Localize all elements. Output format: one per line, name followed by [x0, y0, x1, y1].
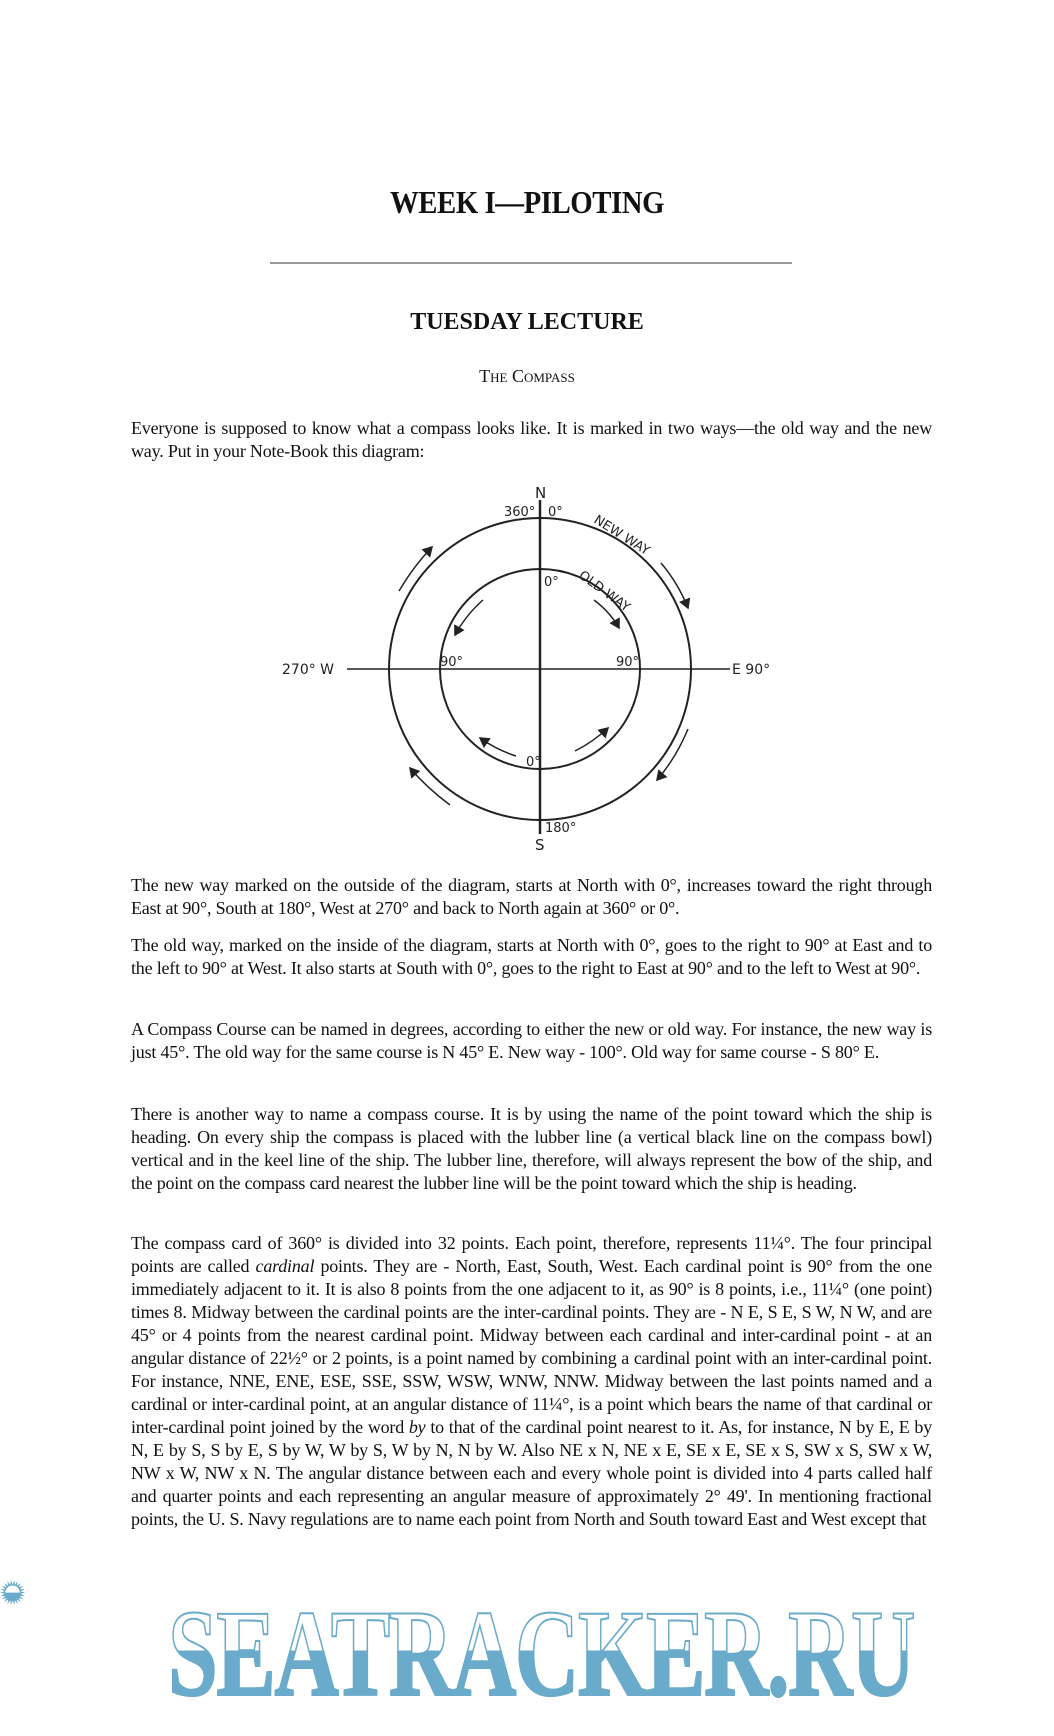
emphasis: cardinal	[255, 1256, 315, 1276]
label-new-way: NEW WAY	[590, 512, 653, 559]
paragraph: A Compass Course can be named in degrees, according to either the new or old way. For instance, the new way is just 45°. The old way for the same course is N 45° E. New way - 100°. Old way for same course - S 80° E.	[131, 1019, 932, 1062]
label-west: 270° W	[282, 662, 335, 678]
label-south: S	[535, 836, 545, 854]
arrow-icon	[657, 729, 688, 780]
watermark-sun-icon	[0, 1580, 170, 1736]
text: The compass card of 360° is divided into 32 points. Each point, therefore, represents 11¼°. The four principal points are called	[131, 1233, 932, 1276]
intro-paragraph: Everyone is supposed to know what a compass looks like. It is marked in two ways—the old way and the new way. Put in your Note-Book this diagram:	[131, 418, 932, 461]
lecture-heading: TUESDAY LECTURE	[410, 309, 644, 335]
label-0-inner-top: 0°	[544, 575, 559, 590]
label-90-inner-left: 90°	[440, 655, 464, 670]
paragraph: There is another way to name a compass course. It is by using the name of the point toward which the ship is heading. On every ship the compass is placed with the lubber line (a vertical black line on the compass bowl) vertical and in the keel line of the ship. The lubber line, therefore, will always represent the bow of the ship, and the point on the compass card nearest the lubber line will be the point toward which the ship is heading.	[131, 1104, 932, 1193]
paragraph: The new way marked on the outside of the diagram, starts at North with 0°, increases toward the right through East at 90°, South at 180°, West at 270° and back to North again at 360° or 0°.	[131, 875, 932, 918]
arrow-icon	[455, 600, 483, 635]
paragraph-compass-points	[131, 1232, 932, 1531]
emphasis: by	[408, 1417, 426, 1437]
paragraph: The old way, marked on the inside of the diagram, starts at North with 0°, goes to the right to 90° at East and to the left to 90° at West. It also starts at South with 0°, goes to the right to East at 90° and to the left to West at 90°.	[131, 935, 932, 978]
compass-diagram	[260, 470, 800, 860]
watermark-logo: SEATRACKER.RU	[168, 1585, 915, 1722]
text: points. They are - North, East, South, West. Each cardinal point is 90° from the one immediately adjacent to it. It is also 8 points from the one adjacent to it, as 90° is 8 points, i.e., 11¼° (one point) times 8. Midway between the cardinal points are the inter-cardinal points. They are - N E, S E, S W, N W, and are 45° or 4 points from the nearest cardinal point. Midway between each cardinal and inter-cardinal point - at an angular distance of 22½° or 2 points, is a point named by combining a cardinal point with an inter-cardinal point. For instance, NNE, ENE, ESE, SSE, SSW, WSW, WNW, NNW. Midway between the last points named and a cardinal or inter-cardinal point, at an angular distance of 11¼°, is a point which bears the name of that cardinal or inter-cardinal point joined by the word	[131, 1256, 932, 1437]
label-old-way: OLD WAY	[575, 568, 633, 616]
section-heading: The Compass	[479, 366, 575, 386]
label-180: 180°	[545, 821, 577, 836]
text: to that of the cardinal point nearest to it. As, for instance, N by E, E by N, E by S, S by E, S by W, W by S, W by N, N by W. Also NE x N, NE x E, SE x E, SE x S, SW x S, SW x W, NW x W, NW x N. The angular distance between each and every whole point is divided into 4 parts called half and quarter points and each representing an angular measure of approximately 2° 49'. In mentioning fractional points, the U. S. Navy regulations are to name each point from North and South toward East and West except that	[131, 1417, 932, 1529]
label-0-outer: 0°	[548, 505, 563, 520]
label-east: E 90°	[732, 662, 771, 678]
page-title: WEEK I—PILOTING	[389, 184, 665, 220]
label-360: 360°	[504, 505, 536, 520]
label-north: N	[535, 484, 547, 502]
divider	[270, 262, 792, 264]
label-0-inner-bottom: 0°	[526, 755, 541, 770]
label-90-inner-right: 90°	[616, 655, 640, 670]
